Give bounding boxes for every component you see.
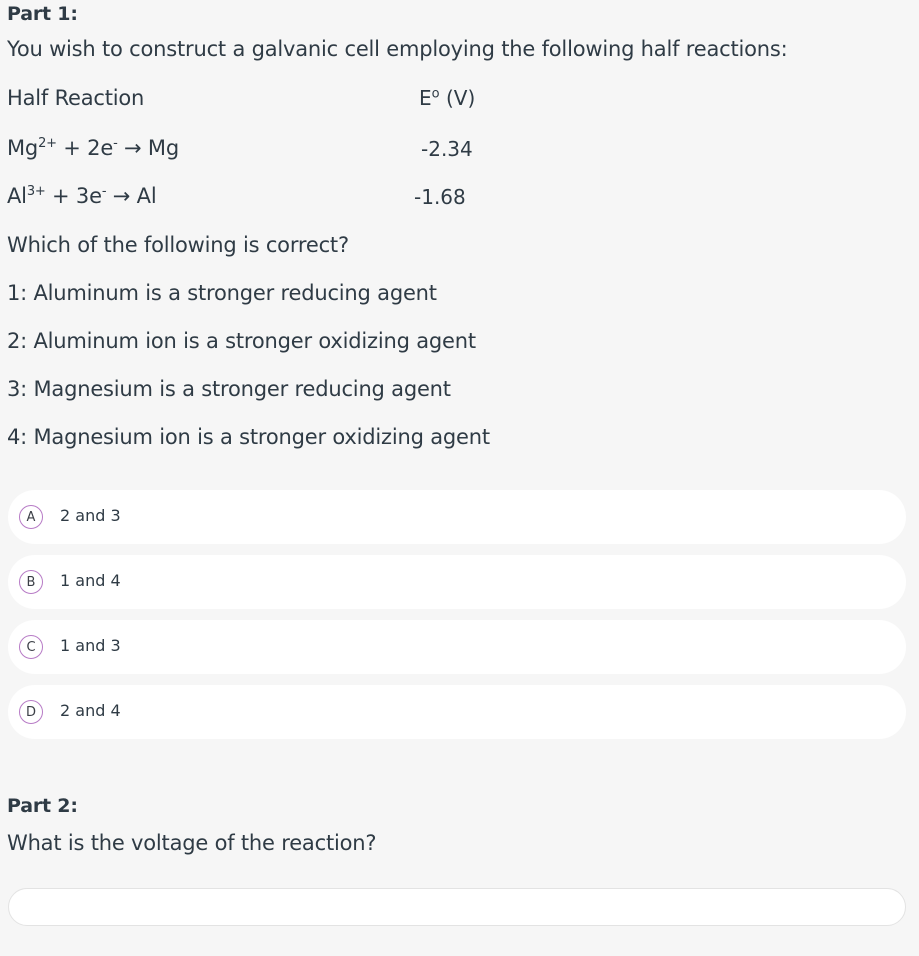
option-d-label: 2 and 4 (60, 701, 121, 720)
reaction-product: → Mg (117, 136, 179, 160)
option-b-letter-badge: B (19, 570, 43, 594)
potential-header (419, 86, 475, 110)
option-d-letter-badge: D (19, 700, 43, 724)
option-c[interactable] (8, 620, 906, 674)
option-c-letter-badge: C (19, 635, 43, 659)
part1-question: Which of the following is correct? (7, 233, 349, 257)
electron-charge: - (113, 136, 118, 151)
half-reaction-mg (7, 136, 179, 160)
reaction-product: → Al (106, 184, 157, 208)
reaction-electrons: + 3e (45, 184, 102, 208)
potential-header-degree: o (431, 86, 440, 102)
option-a-letter-badge: A (19, 505, 43, 529)
reaction-species: Al (7, 184, 27, 208)
part1-title: Part 1: (7, 3, 78, 25)
statement-4: 4: Magnesium ion is a stronger oxidizing agent (7, 425, 490, 449)
potential-header-unit: (V) (445, 86, 476, 110)
half-reaction-header: Half Reaction (7, 86, 145, 110)
statement-2: 2: Aluminum ion is a stronger oxidizing agent (7, 329, 476, 353)
option-a-label: 2 and 3 (60, 506, 121, 525)
part2-question: What is the voltage of the reaction? (7, 831, 377, 855)
part1-intro: You wish to construct a galvanic cell employing the following half reactions: (7, 37, 788, 61)
potential-value-mg: -2.34 (421, 137, 473, 161)
option-d[interactable] (8, 685, 906, 739)
statement-1: 1: Aluminum is a stronger reducing agent (7, 281, 437, 305)
option-c-label: 1 and 3 (60, 636, 121, 655)
option-a[interactable] (8, 490, 906, 544)
reaction-charge: 2+ (38, 136, 57, 151)
potential-value-al: -1.68 (414, 185, 466, 209)
option-b-label: 1 and 4 (60, 571, 121, 590)
half-reaction-al (7, 184, 156, 208)
reaction-electrons: + 2e (56, 136, 114, 160)
electron-charge: - (101, 184, 107, 199)
potential-header-symbol: E (419, 86, 432, 110)
option-b[interactable] (8, 555, 906, 609)
statement-3: 3: Magnesium is a stronger reducing agent (7, 377, 451, 401)
voltage-answer-input[interactable] (8, 888, 906, 926)
reaction-charge: 3+ (26, 184, 46, 199)
part2-title: Part 2: (7, 795, 78, 817)
reaction-species: Mg (7, 136, 39, 160)
